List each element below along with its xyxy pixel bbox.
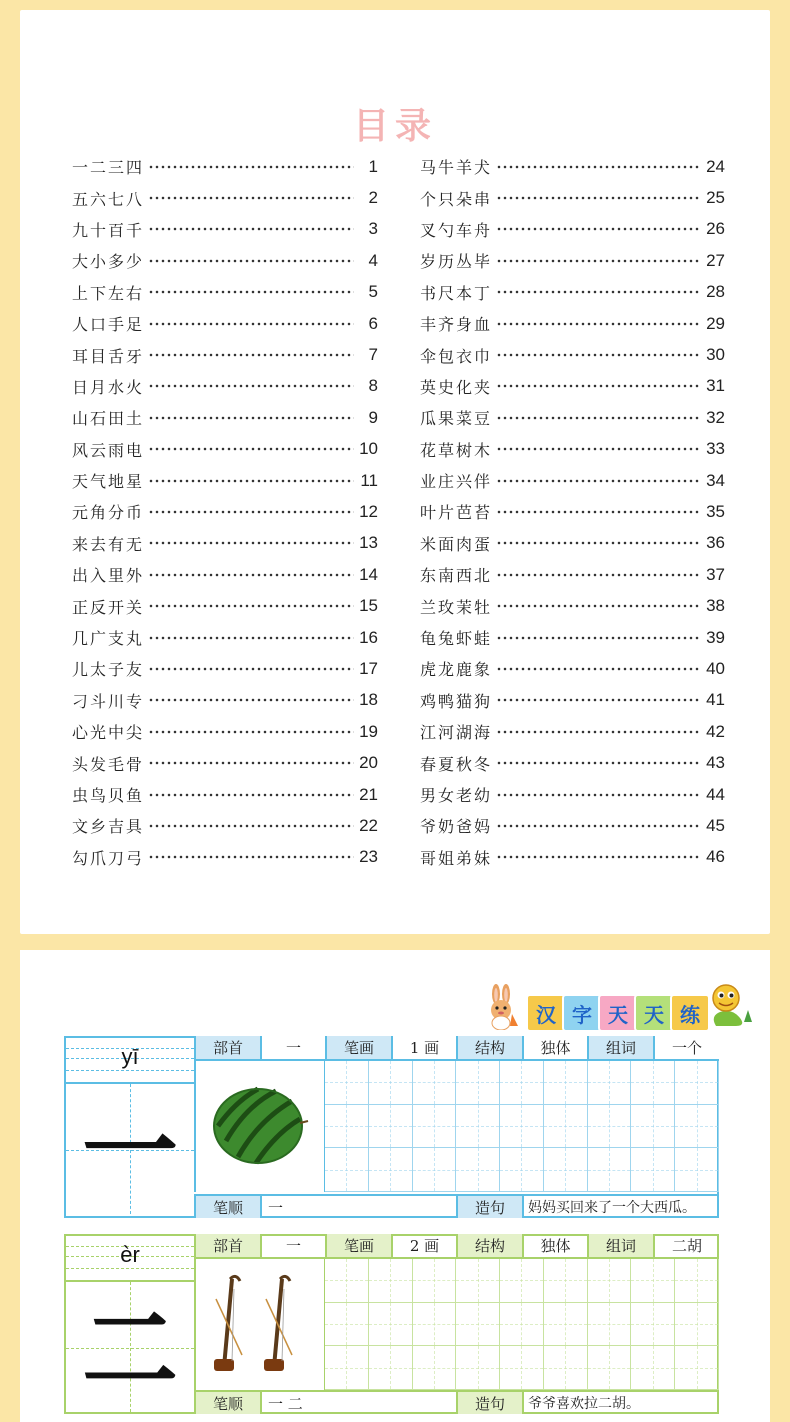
grid-cell[interactable] xyxy=(544,1346,588,1390)
toc-entry-title: 虎龙鹿象 xyxy=(420,660,493,680)
grid-cell[interactable] xyxy=(369,1105,413,1149)
toc-leader-dots xyxy=(496,259,701,263)
toc-entry-title: 头发毛骨 xyxy=(72,754,145,774)
toc-entry[interactable] xyxy=(420,434,725,465)
grid-cell[interactable] xyxy=(500,1148,544,1192)
grid-cell[interactable] xyxy=(413,1061,457,1105)
toc-entry[interactable] xyxy=(72,151,378,182)
toc-leader-dots xyxy=(148,855,354,859)
picture-area xyxy=(194,1259,324,1390)
grid-cell[interactable] xyxy=(631,1346,675,1390)
toc-entry[interactable] xyxy=(72,590,378,621)
toc-entry-title: 刁斗川专 xyxy=(72,691,145,711)
toc-entry-page: 46 xyxy=(706,847,725,867)
toc-entry-page: 7 xyxy=(368,345,378,365)
toc-entry-page: 35 xyxy=(706,501,725,521)
grid-cell[interactable] xyxy=(413,1259,457,1303)
grid-cell[interactable] xyxy=(675,1061,719,1105)
toc-leader-dots xyxy=(148,322,354,326)
toc-entry-title: 马牛羊犬 xyxy=(420,158,493,178)
toc-entry[interactable] xyxy=(420,339,725,370)
jiegou-value: 独体 xyxy=(522,1234,587,1257)
toc-entry-title: 日月水火 xyxy=(72,377,145,397)
toc-leader-dots xyxy=(496,855,701,859)
toc-leader-dots xyxy=(148,447,354,451)
toc-leader-dots xyxy=(148,196,354,200)
toc-leader-dots xyxy=(148,730,354,734)
toc-entry[interactable] xyxy=(72,779,378,810)
banner-flag: 练 xyxy=(670,994,710,1032)
grid-cell[interactable] xyxy=(500,1061,544,1105)
toc-entry-page: 23 xyxy=(359,847,378,867)
toc-entry[interactable] xyxy=(420,182,725,213)
toc-leader-dots xyxy=(148,667,354,671)
toc-entry-page: 21 xyxy=(359,784,378,804)
grid-cell[interactable] xyxy=(588,1105,632,1149)
grid-cell[interactable] xyxy=(544,1105,588,1149)
pinyin: èr xyxy=(120,1242,140,1267)
toc-entry-page: 30 xyxy=(706,345,725,365)
toc-leader-dots xyxy=(496,698,701,702)
toc-entry-page: 10 xyxy=(359,439,378,459)
grid-cell[interactable] xyxy=(631,1303,675,1347)
toc-entry-title: 来去有无 xyxy=(72,534,145,554)
grid-cell[interactable] xyxy=(675,1346,719,1390)
toc-entry[interactable] xyxy=(420,779,725,810)
pinyin: yī xyxy=(121,1044,139,1069)
grid-cell[interactable] xyxy=(588,1061,632,1105)
bishun-value: 一 二 xyxy=(260,1392,456,1414)
toc-leader-dots xyxy=(496,353,701,357)
practice-page xyxy=(20,950,770,1422)
grid-cell[interactable] xyxy=(456,1105,500,1149)
grid-cell[interactable] xyxy=(456,1259,500,1303)
toc-entry[interactable] xyxy=(420,214,725,245)
toc-entry-title: 东南西北 xyxy=(420,566,493,586)
grid-cell[interactable] xyxy=(675,1148,719,1192)
toc-entry-title: 山石田土 xyxy=(72,409,145,429)
grid-cell[interactable] xyxy=(369,1061,413,1105)
grid-cell[interactable] xyxy=(413,1346,457,1390)
toc-entry-page: 24 xyxy=(706,156,725,176)
grid-cell[interactable] xyxy=(325,1346,369,1390)
grid-cell[interactable] xyxy=(413,1148,457,1192)
toc-entry[interactable] xyxy=(72,496,378,527)
toc-entry-page: 1 xyxy=(368,156,378,176)
toc-entry[interactable] xyxy=(72,434,378,465)
bishun-label: 笔顺 xyxy=(194,1196,260,1218)
toc-leader-dots xyxy=(496,573,701,577)
toc-entry-title: 出入里外 xyxy=(72,566,145,586)
toc-leader-dots xyxy=(148,479,354,483)
grid-cell[interactable] xyxy=(325,1259,369,1303)
toc-entry[interactable] xyxy=(72,465,378,496)
toc-entry[interactable] xyxy=(72,685,378,716)
toc-entry-page: 17 xyxy=(359,658,378,678)
toc-entry-title: 男女老幼 xyxy=(420,786,493,805)
toc-leader-dots xyxy=(496,384,701,388)
grid-cell[interactable] xyxy=(325,1105,369,1149)
hanzi-box xyxy=(66,1082,194,1214)
toc-entry-title: 爷奶爸妈 xyxy=(420,817,493,837)
toc-entry[interactable] xyxy=(72,810,378,841)
toc-entry[interactable] xyxy=(72,402,378,433)
picture-area xyxy=(194,1061,324,1192)
grid-cell[interactable] xyxy=(588,1259,632,1303)
toc-leader-dots xyxy=(496,667,701,671)
grid-cell[interactable] xyxy=(456,1346,500,1390)
toc-entry[interactable] xyxy=(420,747,725,778)
character-card-er xyxy=(64,1234,719,1414)
toc-entry-title: 龟兔虾蛙 xyxy=(420,629,493,649)
toc-entry-title: 耳目舌牙 xyxy=(72,346,145,366)
toc-entry-title: 人口手足 xyxy=(72,315,145,335)
toc-leader-dots xyxy=(496,604,701,608)
grid-cell[interactable] xyxy=(544,1148,588,1192)
toc-leader-dots xyxy=(148,573,354,577)
toc-leader-dots xyxy=(148,165,354,169)
toc-entry-page: 15 xyxy=(359,596,378,616)
toc-entry[interactable] xyxy=(72,747,378,778)
toc-entry[interactable] xyxy=(72,339,378,370)
toc-leader-dots xyxy=(148,227,354,231)
bottom-row xyxy=(194,1194,719,1218)
toc-entry-title: 叉勺车舟 xyxy=(420,220,493,240)
grid-cell[interactable] xyxy=(325,1061,369,1105)
toc-entry-title: 个只朵串 xyxy=(420,189,493,209)
zuci-value: 二胡 xyxy=(653,1234,719,1257)
toc-entry-page: 26 xyxy=(706,219,725,239)
grid-cell[interactable] xyxy=(675,1105,719,1149)
toc-entry-title: 大小多少 xyxy=(72,252,145,272)
grid-cell[interactable] xyxy=(325,1148,369,1192)
toc-leader-dots xyxy=(148,290,354,294)
banner-flag: 汉 xyxy=(526,994,566,1032)
toc-entry-page: 25 xyxy=(706,188,725,208)
bihua-value: 1 画 xyxy=(391,1036,456,1059)
bihua-label: 笔画 xyxy=(325,1036,391,1059)
toc-leader-dots xyxy=(496,636,701,640)
bushou-label: 部首 xyxy=(194,1234,260,1257)
toc-entry-page: 39 xyxy=(706,627,725,647)
toc-entry-title: 文乡吉具 xyxy=(72,817,145,837)
bushou-value: 一 xyxy=(260,1036,325,1059)
grid-cell[interactable] xyxy=(631,1148,675,1192)
toc-entry-title: 风云雨电 xyxy=(72,440,145,460)
grid-cell[interactable] xyxy=(675,1259,719,1303)
grid-cell[interactable] xyxy=(588,1148,632,1192)
toc-entry[interactable] xyxy=(420,842,725,873)
zaoju-label: 造句 xyxy=(456,1392,522,1414)
banner-flag: 天 xyxy=(634,994,674,1032)
toc-leader-dots xyxy=(496,824,701,828)
toc-leader-dots xyxy=(496,290,701,294)
hanzi-character: 二 xyxy=(82,1293,178,1406)
toc-entry-page: 41 xyxy=(706,690,725,710)
toc-leader-dots xyxy=(148,510,354,514)
toc-entry-page: 31 xyxy=(706,376,725,396)
zuci-value: 一个 xyxy=(653,1036,719,1059)
toc-leader-dots xyxy=(148,259,354,263)
grid-cell[interactable] xyxy=(631,1105,675,1149)
info-row xyxy=(194,1036,719,1061)
toc-entry-page: 27 xyxy=(706,250,725,270)
zaoju-value: 妈妈买回来了一个大西瓜。 xyxy=(522,1196,719,1218)
toc-entry-title: 叶片芭苔 xyxy=(420,503,493,523)
toc-entry-title: 江河湖海 xyxy=(420,723,493,743)
toc-leader-dots xyxy=(148,541,354,545)
grid-cell[interactable] xyxy=(675,1303,719,1347)
toc-entry-page: 44 xyxy=(706,784,725,804)
grid-cell[interactable] xyxy=(544,1061,588,1105)
toc-entry[interactable] xyxy=(420,308,725,339)
toc-entry[interactable] xyxy=(420,277,725,308)
toc-entry-title: 几广支丸 xyxy=(72,629,145,649)
toc-entry[interactable] xyxy=(72,308,378,339)
toc-entry-page: 6 xyxy=(368,313,378,333)
toc-leader-dots xyxy=(148,824,354,828)
grid-cell[interactable] xyxy=(413,1303,457,1347)
toc-entry-page: 13 xyxy=(359,533,378,553)
rabbit-icon xyxy=(482,984,522,1030)
toc-entry-title: 鸡鸭猫狗 xyxy=(420,691,493,711)
toc-entry[interactable] xyxy=(72,245,378,276)
toc-entry[interactable] xyxy=(420,653,725,684)
toc-entry-page: 5 xyxy=(368,282,378,302)
grid-cell[interactable] xyxy=(456,1303,500,1347)
toc-leader-dots xyxy=(148,698,354,702)
grid-cell[interactable] xyxy=(369,1148,413,1192)
toc-entry[interactable] xyxy=(420,371,725,402)
toc-entry-page: 33 xyxy=(706,439,725,459)
character-card-yi xyxy=(64,1036,719,1218)
toc-entry-title: 米面肉蛋 xyxy=(420,534,493,554)
toc-entry-page: 11 xyxy=(360,470,378,490)
pinyin-box xyxy=(66,1236,194,1280)
toc-entry-title: 花草树木 xyxy=(420,440,493,460)
zaoju-label: 造句 xyxy=(456,1196,522,1218)
bihua-value: 2 画 xyxy=(391,1234,456,1257)
grid-cell[interactable] xyxy=(500,1346,544,1390)
pinyin-box xyxy=(66,1038,194,1082)
toc-entry-page: 9 xyxy=(368,407,378,427)
toc-leader-dots xyxy=(496,541,701,545)
toc-entry[interactable] xyxy=(72,716,378,747)
snake-icon xyxy=(706,982,754,1030)
grid-cell[interactable] xyxy=(456,1061,500,1105)
toc-leader-dots xyxy=(496,479,701,483)
toc-leader-dots xyxy=(496,416,701,420)
toc-entry-page: 36 xyxy=(706,533,725,553)
toc-entry-page: 38 xyxy=(706,596,725,616)
bushou-value: 一 xyxy=(260,1234,325,1257)
toc-entry-page: 4 xyxy=(368,250,378,270)
grid-cell[interactable] xyxy=(631,1061,675,1105)
toc-entry[interactable] xyxy=(420,622,725,653)
banner-flag: 天 xyxy=(598,994,638,1032)
grid-cell[interactable] xyxy=(588,1346,632,1390)
grid-cell[interactable] xyxy=(456,1148,500,1192)
writing-grid[interactable] xyxy=(324,1259,719,1390)
toc-entry[interactable] xyxy=(72,842,378,873)
grid-cell[interactable] xyxy=(631,1259,675,1303)
toc-entry[interactable] xyxy=(420,559,725,590)
toc-entry-page: 3 xyxy=(368,219,378,239)
toc-entry[interactable] xyxy=(420,716,725,747)
toc-entry-title: 丰齐身血 xyxy=(420,315,493,335)
toc-leader-dots xyxy=(148,636,354,640)
toc-leader-dots xyxy=(148,416,354,420)
toc-leader-dots xyxy=(148,793,354,797)
bihua-label: 笔画 xyxy=(325,1234,391,1257)
toc-entry[interactable] xyxy=(72,277,378,308)
toc-entry[interactable] xyxy=(72,182,378,213)
jiegou-value: 独体 xyxy=(522,1036,587,1059)
toc-entry[interactable] xyxy=(420,245,725,276)
toc-page xyxy=(20,10,770,934)
zaoju-value: 爷爷喜欢拉二胡。 xyxy=(522,1392,719,1414)
toc-entry-title: 一二三四 xyxy=(72,158,145,178)
toc-entry-title: 元角分币 xyxy=(72,503,145,523)
toc-entry-title: 勾爪刀弓 xyxy=(72,848,145,868)
toc-leader-dots xyxy=(496,165,701,169)
toc-entry[interactable] xyxy=(72,559,378,590)
toc-entry-title: 上下左右 xyxy=(72,283,145,303)
toc-entry-title: 瓜果菜豆 xyxy=(420,409,493,429)
toc-title: 目录 xyxy=(352,106,437,147)
toc-entry-title: 儿太子友 xyxy=(72,660,145,680)
toc-entry[interactable] xyxy=(420,496,725,527)
toc-leader-dots xyxy=(496,761,701,765)
writing-grid[interactable] xyxy=(324,1061,719,1192)
toc-entry-title: 业庄兴伴 xyxy=(420,472,493,492)
toc-entry[interactable] xyxy=(420,685,725,716)
bishun-label: 笔顺 xyxy=(194,1392,260,1414)
toc-entry-title: 春夏秋冬 xyxy=(420,754,493,774)
jiegou-label: 结构 xyxy=(456,1234,522,1257)
toc-entry-page: 16 xyxy=(359,627,378,647)
toc-entry-page: 19 xyxy=(359,721,378,741)
toc-leader-dots xyxy=(148,604,354,608)
toc-entry-page: 12 xyxy=(359,501,378,521)
grid-cell[interactable] xyxy=(413,1105,457,1149)
toc-entry-page: 28 xyxy=(706,282,725,302)
toc-entry-title: 正反开关 xyxy=(72,597,145,617)
toc-leader-dots xyxy=(496,447,701,451)
toc-entry-page: 37 xyxy=(706,564,725,584)
toc-entry-page: 42 xyxy=(706,721,725,741)
toc-entry-page: 43 xyxy=(706,753,725,773)
toc-leader-dots xyxy=(496,322,701,326)
toc-entry-page: 29 xyxy=(706,313,725,333)
toc-entry-page: 2 xyxy=(368,188,378,208)
bushou-label: 部首 xyxy=(194,1036,260,1059)
toc-leader-dots xyxy=(496,793,701,797)
toc-leader-dots xyxy=(496,227,701,231)
bishun-value: 一 xyxy=(260,1196,456,1218)
toc-entry[interactable] xyxy=(420,465,725,496)
grid-cell[interactable] xyxy=(500,1303,544,1347)
jiegou-label: 结构 xyxy=(456,1036,522,1059)
grid-cell[interactable] xyxy=(500,1105,544,1149)
hanzi-character: 一 xyxy=(82,1095,178,1208)
banner-flag: 字 xyxy=(562,994,602,1032)
toc-entry-title: 兰玫茉牡 xyxy=(420,597,493,617)
grid-cell[interactable] xyxy=(544,1259,588,1303)
erhu-icon xyxy=(196,1259,322,1387)
toc-entry[interactable] xyxy=(420,590,725,621)
toc-entry-title: 书尺本丁 xyxy=(420,283,493,303)
toc-entry-page: 34 xyxy=(706,470,725,490)
toc-entry-title: 心光中尖 xyxy=(72,723,145,743)
toc-entry[interactable] xyxy=(420,151,725,182)
grid-cell[interactable] xyxy=(588,1303,632,1347)
toc-entry[interactable] xyxy=(72,528,378,559)
toc-entry-page: 22 xyxy=(359,815,378,835)
grid-cell[interactable] xyxy=(369,1259,413,1303)
toc-leader-dots xyxy=(148,353,354,357)
toc-entry-page: 20 xyxy=(359,753,378,773)
grid-cell[interactable] xyxy=(325,1303,369,1347)
grid-cell[interactable] xyxy=(544,1303,588,1347)
bottom-row xyxy=(194,1390,719,1414)
toc-entry-page: 40 xyxy=(706,658,725,678)
zuci-label: 组词 xyxy=(587,1036,653,1059)
toc-entry-page: 8 xyxy=(368,376,378,396)
watermelon-icon xyxy=(196,1061,322,1189)
toc-leader-dots xyxy=(496,196,701,200)
toc-entry[interactable] xyxy=(420,528,725,559)
toc-leader-dots xyxy=(148,384,354,388)
toc-entry-title: 九十百千 xyxy=(72,220,145,240)
toc-entry-title: 岁历丛毕 xyxy=(420,252,493,272)
toc-entry[interactable] xyxy=(72,622,378,653)
toc-column-left xyxy=(72,151,378,873)
toc-entry-page: 14 xyxy=(359,564,378,584)
toc-entry-title: 五六七八 xyxy=(72,189,145,209)
toc-entry[interactable] xyxy=(420,402,725,433)
grid-cell[interactable] xyxy=(369,1303,413,1347)
toc-entry-title: 伞包衣巾 xyxy=(420,346,493,366)
toc-entry-title: 天气地星 xyxy=(72,472,145,492)
toc-entry-title: 英史化夹 xyxy=(420,377,493,397)
toc-leader-dots xyxy=(496,510,701,514)
info-row xyxy=(194,1234,719,1259)
toc-entry-title: 哥姐弟妹 xyxy=(420,848,493,868)
toc-entry[interactable] xyxy=(72,371,378,402)
toc-entry[interactable] xyxy=(72,653,378,684)
toc-entry-title: 虫鸟贝鱼 xyxy=(72,786,145,805)
toc-entry-page: 45 xyxy=(706,815,725,835)
toc-entry-page: 18 xyxy=(359,690,378,710)
banner xyxy=(482,982,752,1030)
toc-leader-dots xyxy=(148,761,354,765)
toc-column-right xyxy=(420,151,725,873)
toc-entry[interactable] xyxy=(72,214,378,245)
grid-cell[interactable] xyxy=(500,1259,544,1303)
zuci-label: 组词 xyxy=(587,1234,653,1257)
hanzi-box xyxy=(66,1280,194,1412)
grid-cell[interactable] xyxy=(369,1346,413,1390)
toc-leader-dots xyxy=(496,730,701,734)
toc-entry[interactable] xyxy=(420,810,725,841)
toc-entry-page: 32 xyxy=(706,407,725,427)
